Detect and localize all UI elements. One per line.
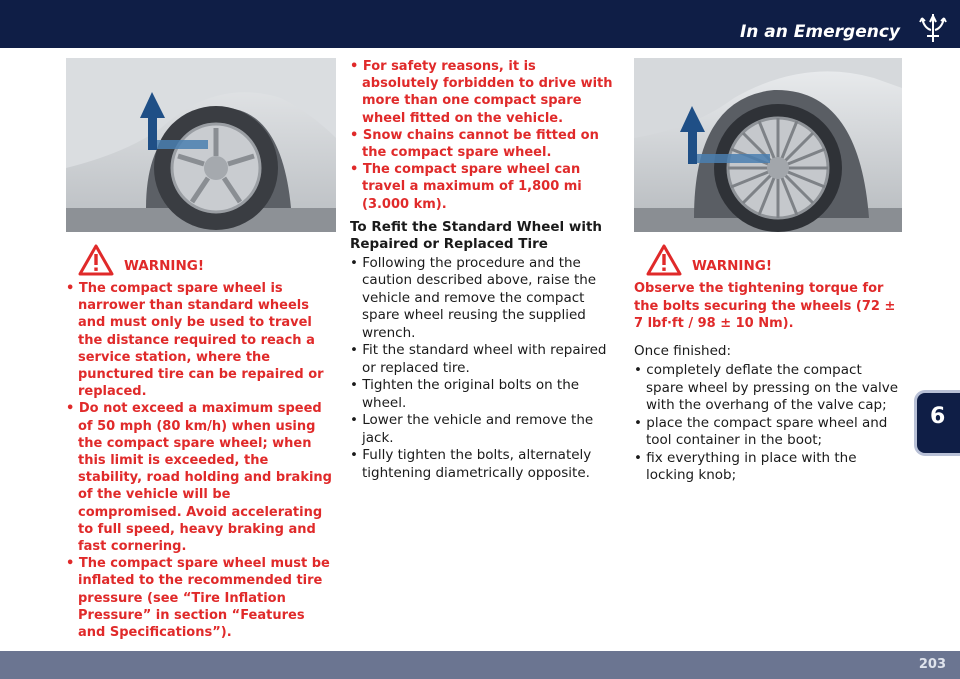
spare-wheel-illustration xyxy=(66,58,336,232)
maserati-trident-logo xyxy=(918,12,948,44)
final-steps-list xyxy=(634,362,902,485)
list-item: • The compact spare wheel must be inflated to the recommended tire pressure (see “Tire Inflation Pressure” in section “Features and Specifications”). xyxy=(66,555,336,641)
warning-triangle-icon xyxy=(646,244,682,276)
chapter-number: 6 xyxy=(930,404,946,429)
once-finished-intro: Once finished: xyxy=(634,342,732,359)
list-item: • For safety reasons, it is absolutely forbidden to drive with more than one compact spare wheel fitted on the vehicle. xyxy=(350,58,614,127)
column-middle xyxy=(350,58,614,482)
footer-bar xyxy=(0,651,960,679)
column-left xyxy=(66,58,336,641)
warning-list xyxy=(66,280,336,641)
warning-heading xyxy=(634,244,902,276)
list-item: • Tighten the original bolts on the wheel. xyxy=(350,377,614,412)
list-item: • The compact spare wheel can travel a maximum of 1,800 mi (3.000 km). xyxy=(350,161,614,213)
list-item: • place the compact spare wheel and tool container in the boot; xyxy=(634,415,902,450)
column-right xyxy=(634,58,902,485)
warning-label: WARNING! xyxy=(124,258,204,274)
header-bar xyxy=(0,0,960,48)
list-item: • Fit the standard wheel with repaired or replaced tire. xyxy=(350,342,614,377)
warning-heading xyxy=(66,244,336,276)
page-number: 203 xyxy=(918,657,946,672)
chapter-tab xyxy=(917,393,960,453)
list-item: • Following the procedure and the caution described above, raise the vehicle and remove the compact spare wheel reusing the supplied wrench. xyxy=(350,255,614,343)
list-item: • The compact spare wheel is narrower than standard wheels and must only be used to travel the distance required to reach a service station, where the punctured tire can be repaired or replaced. xyxy=(66,280,336,400)
list-item: • Lower the vehicle and remove the jack. xyxy=(350,412,614,447)
list-item: • Fully tighten the bolts, alternately tightening diametrically opposite. xyxy=(350,447,614,482)
list-item: • fix everything in place with the locking knob; xyxy=(634,450,902,485)
refit-steps-list xyxy=(350,255,614,483)
warning-list-continued xyxy=(350,58,614,213)
warning-triangle-icon xyxy=(78,244,114,276)
list-item: • completely deflate the compact spare wheel by pressing on the valve with the overhang of the valve cap; xyxy=(634,362,902,415)
list-item: • Do not exceed a maximum speed of 50 mph (80 km/h) when using the compact spare wheel; when this limit is exceeded, the stability, road holding and braking of the vehicle will be compromised. Avoid accelerating to full speed, heavy braking and fast cornering. xyxy=(66,400,336,555)
list-item: • Snow chains cannot be fitted on the compact spare wheel. xyxy=(350,127,614,161)
warning-label: WARNING! xyxy=(692,258,772,274)
torque-warning-text: Observe the tightening torque for the bolts securing the wheels (72 ± 7 lbf·ft / 98 ± 10 Nm). xyxy=(634,281,896,331)
standard-wheel-illustration xyxy=(634,58,902,232)
section-title: In an Emergency xyxy=(739,22,900,42)
subsection-title: To Refit the Standard Wheel with Repaired or Replaced Tire xyxy=(350,218,603,252)
